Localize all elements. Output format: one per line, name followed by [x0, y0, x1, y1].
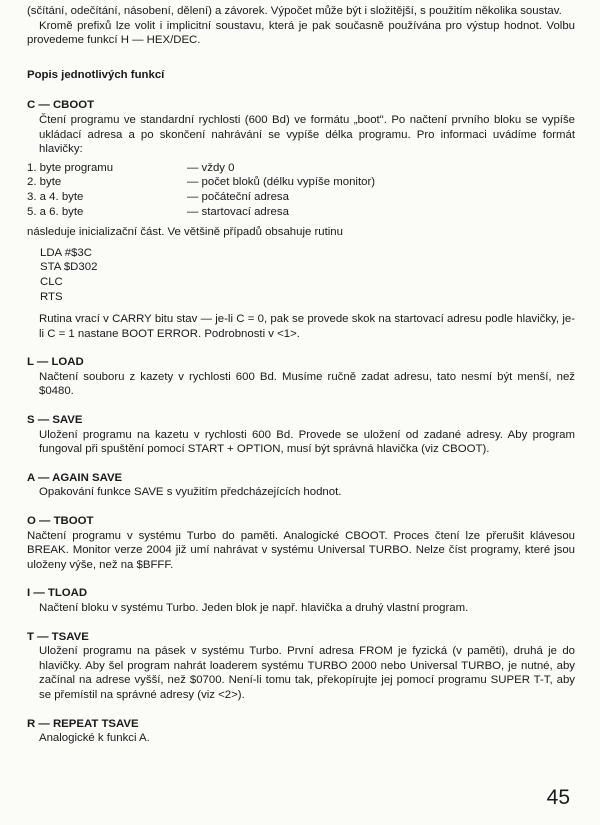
table-cell-desc: — vždy 0 — [187, 161, 235, 174]
table-cell-desc: — počet bloků (délku vypíše monitor) — [187, 176, 376, 189]
table-cell-desc: — počáteční adresa — [187, 190, 289, 203]
table-cell-byte: 1. byte programu — [27, 161, 114, 174]
load-text: Načtení souboru z kazety v rychlosti 600 Bd. Musíme ručně zadat adresu, tato nesmí být menší, než $0480. — [39, 370, 575, 398]
again-save-text: Opakování funkce SAVE s využitím předcházejících hodnot. — [39, 486, 342, 499]
cboot-title: C — CBOOT — [27, 99, 95, 112]
code-line: LDA #$3C — [40, 246, 92, 259]
intro-paragraph-2: Kromě prefixů lze volit i implicitní soustavu, která je pak současně používána pro výstup hodnot. Volbu provedeme funkcí H — HEX/DEC. — [27, 19, 575, 47]
page-number: 45 — [546, 786, 570, 809]
save-text: Uložení programu na kazetu v rychlosti 600 Bd. Provede se uložení od zadané adresy. Aby program fungoval při spuštění pomocí START + OPTION, musí být správná hlavička (viz CBOOT). — [39, 428, 575, 456]
code-line: CLC — [40, 275, 63, 288]
cboot-note: Rutina vrací v CARRY bitu stav — je-li C = 0, pak se provede skok na startovací adresu podle hlavičky, je-li C = 1 nastane BOOT ERROR. Podrobnosti v <1>. — [39, 313, 575, 340]
tsave-title: T — TSAVE — [27, 630, 89, 643]
tboot-title: O — TBOOT — [27, 515, 94, 528]
cboot-after-text: následuje inicializační část. Ve většině případů obsahuje rutinu — [27, 226, 343, 239]
repeat-tsave-title: R — REPEAT TSAVE — [27, 717, 139, 730]
again-save-title: A — AGAIN SAVE — [27, 471, 123, 484]
table-cell-desc: — startovací adresa — [187, 205, 289, 218]
save-title: S — SAVE — [27, 414, 83, 427]
document-page — [27, 4, 575, 746]
table-cell-byte: 3. a 4. byte — [27, 190, 84, 203]
tload-text: Načtení bloku v systému Turbo. Jeden blok je např. hlavička a druhý vlastní program. — [39, 602, 469, 614]
intro-paragraph-1: (sčítání, odečítání, násobení, dělení) a závorek. Výpočet může být i složitější, s použitím několika soustav. — [27, 5, 562, 17]
tboot-text: Načtení programu v systému Turbo do paměti. Analogické CBOOT. Proces čtení lze přerušit klávesou BREAK. Monitor verze 2004 již umí nahrávat v systému Universal TURBO. Nelze číst programy, které jsou uloženy výše, než na $BFFF. — [27, 529, 575, 571]
section-heading: Popis jednotlivých funkcí — [27, 68, 165, 81]
load-title: L — LOAD — [27, 356, 84, 369]
code-line: RTS — [40, 290, 63, 303]
header-format-table — [27, 161, 575, 219]
table-cell-byte: 2. byte — [27, 176, 62, 189]
code-line: STA $D302 — [40, 261, 98, 274]
tload-title: I — TLOAD — [27, 587, 88, 600]
code-block — [27, 246, 575, 304]
repeat-tsave-text: Analogické k funkci A. — [39, 732, 150, 745]
table-cell-byte: 5. a 6. byte — [27, 205, 84, 218]
cboot-text: Čtení programu ve standardní rychlosti (600 Bd) ve formátu „boot". Po načtení prvního bloku se vypíše ukládací adresa a po skončení nahrávání se vypíše délka programu. Pro informaci uvádíme formát hlavičky: — [39, 113, 575, 156]
tsave-text: Uložení programu na pásek v systému Turbo. První adresa FROM je fyzická (v paměti), druhá je do hlavičky. Aby šel program nahrát loaderem systému TURBO 2000 nebo Universal TURBO, je nutné, aby začínal na adrese vyšší, než $0700. Není-li tomu tak, překopírujte jej pomocí programu SUPER T-T, aby se přemístil na správné adresy (viz <2>). — [39, 645, 575, 701]
